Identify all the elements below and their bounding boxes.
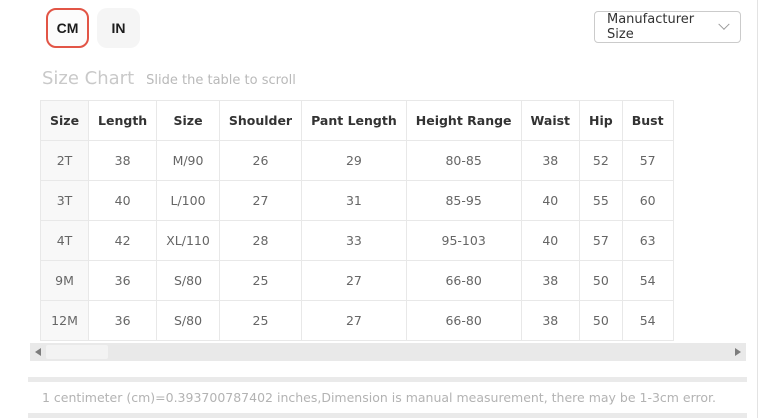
table-cell: 25 bbox=[219, 261, 301, 301]
table-cell: 28 bbox=[219, 221, 301, 261]
scroll-left-arrow-icon[interactable] bbox=[35, 348, 41, 356]
table-cell: XL/110 bbox=[157, 221, 220, 261]
table-cell: 66-80 bbox=[406, 301, 521, 341]
table-cell: 42 bbox=[89, 221, 157, 261]
table-cell: 9M bbox=[41, 261, 89, 301]
table-cell: 38 bbox=[89, 141, 157, 181]
table-cell: 85-95 bbox=[406, 181, 521, 221]
table-header-cell: Size bbox=[41, 101, 89, 141]
table-cell: 3T bbox=[41, 181, 89, 221]
table-header-cell: Shoulder bbox=[219, 101, 301, 141]
table-cell: 40 bbox=[521, 221, 579, 261]
horizontal-scrollbar[interactable] bbox=[30, 343, 746, 361]
size-table-scroll-region[interactable] bbox=[40, 100, 674, 341]
divider bbox=[28, 413, 747, 418]
table-header-cell: Height Range bbox=[406, 101, 521, 141]
table-cell: 36 bbox=[89, 261, 157, 301]
table-cell: 80-85 bbox=[406, 141, 521, 181]
table-cell: 40 bbox=[521, 181, 579, 221]
table-cell: 40 bbox=[89, 181, 157, 221]
table-cell: 31 bbox=[302, 181, 407, 221]
table-header-cell: Hip bbox=[580, 101, 623, 141]
table-cell: 2T bbox=[41, 141, 89, 181]
size-chart-scroll-hint: Slide the table to scroll bbox=[146, 73, 296, 88]
table-cell: 27 bbox=[302, 261, 407, 301]
table-cell: 12M bbox=[41, 301, 89, 341]
manufacturer-size-dropdown-value: Manufacturer Size bbox=[607, 12, 695, 42]
unit-in-button[interactable]: IN bbox=[97, 8, 140, 48]
table-row bbox=[41, 221, 674, 261]
table-cell: 55 bbox=[580, 181, 623, 221]
table-cell: 29 bbox=[302, 141, 407, 181]
table-header-row bbox=[41, 101, 674, 141]
panel-right-border bbox=[757, 0, 758, 418]
table-cell: 38 bbox=[521, 261, 579, 301]
scrollbar-thumb[interactable] bbox=[46, 345, 108, 359]
table-cell: 57 bbox=[622, 141, 673, 181]
table-cell: 36 bbox=[89, 301, 157, 341]
unit-cm-button[interactable]: CM bbox=[46, 8, 89, 48]
table-cell: 63 bbox=[622, 221, 673, 261]
table-header-cell: Waist bbox=[521, 101, 579, 141]
table-cell: S/80 bbox=[157, 301, 220, 341]
size-table bbox=[40, 100, 674, 341]
table-cell: 26 bbox=[219, 141, 301, 181]
scroll-right-arrow-icon[interactable] bbox=[735, 348, 741, 356]
table-row bbox=[41, 301, 674, 341]
divider bbox=[28, 377, 747, 382]
table-cell: 95-103 bbox=[406, 221, 521, 261]
table-cell: L/100 bbox=[157, 181, 220, 221]
table-cell: 50 bbox=[580, 261, 623, 301]
table-cell: 27 bbox=[219, 181, 301, 221]
size-chart-header bbox=[42, 68, 296, 89]
table-cell: 25 bbox=[219, 301, 301, 341]
table-header-cell: Size bbox=[157, 101, 220, 141]
table-cell: 57 bbox=[580, 221, 623, 261]
table-cell: 54 bbox=[622, 301, 673, 341]
table-cell: 38 bbox=[521, 301, 579, 341]
table-cell: 4T bbox=[41, 221, 89, 261]
table-cell: 66-80 bbox=[406, 261, 521, 301]
table-cell: 38 bbox=[521, 141, 579, 181]
table-row bbox=[41, 141, 674, 181]
table-row bbox=[41, 261, 674, 301]
table-cell: S/80 bbox=[157, 261, 220, 301]
size-chart-title: Size Chart bbox=[42, 68, 135, 89]
table-cell: 33 bbox=[302, 221, 407, 261]
table-cell: 50 bbox=[580, 301, 623, 341]
table-cell: 60 bbox=[622, 181, 673, 221]
table-cell: 27 bbox=[302, 301, 407, 341]
unit-toggle bbox=[46, 8, 140, 48]
table-header-cell: Bust bbox=[622, 101, 673, 141]
table-cell: M/90 bbox=[157, 141, 220, 181]
table-header-cell: Pant Length bbox=[302, 101, 407, 141]
measurement-note: 1 centimeter (cm)=0.393700787402 inches,Dimension is manual measurement, there may be 1-3cm error. bbox=[42, 390, 717, 405]
table-cell: 52 bbox=[580, 141, 623, 181]
manufacturer-size-dropdown[interactable] bbox=[594, 11, 741, 43]
table-cell: 54 bbox=[622, 261, 673, 301]
table-row bbox=[41, 181, 674, 221]
table-header-cell: Length bbox=[89, 101, 157, 141]
